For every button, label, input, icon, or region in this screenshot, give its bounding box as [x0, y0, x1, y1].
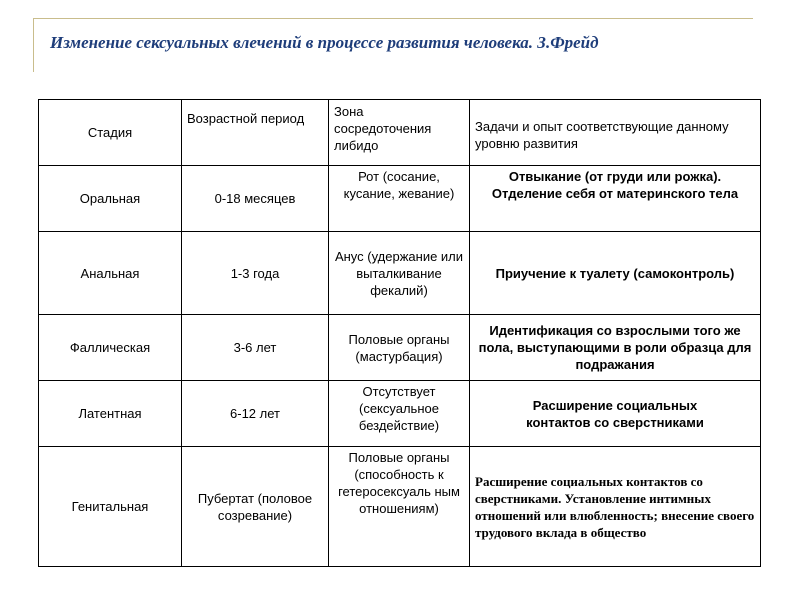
table-row: [39, 315, 761, 381]
stage-cell: Фаллическая: [39, 315, 182, 381]
age-cell: Пубертат (половое созревание): [182, 447, 329, 567]
age-cell: 6-12 лет: [182, 381, 329, 447]
header-libido-zone: Зона сосредоточения либидо: [329, 100, 470, 166]
table-header-row: [39, 100, 761, 166]
stage-cell: Анальная: [39, 232, 182, 315]
zone-cell: Отсутствует (сексуальное бездействие): [329, 381, 470, 447]
zone-cell: Половые органы (мастурбация): [329, 315, 470, 381]
tasks-cell: Расширение социальных контактов со сверстниками: [470, 381, 761, 447]
header-stage: Стадия: [39, 100, 182, 166]
age-cell: 0-18 месяцев: [182, 166, 329, 232]
stage-cell: Генитальная: [39, 447, 182, 567]
table-row: [39, 381, 761, 447]
tasks-cell: Идентификация со взрослыми того же пола, выступающими в роли образца для подражания: [470, 315, 761, 381]
stage-cell: Оральная: [39, 166, 182, 232]
freud-stages-table: [38, 99, 761, 567]
zone-cell: Анус (удержание или выталкивание фекалий): [329, 232, 470, 315]
slide-title: Изменение сексуальных влечений в процессе развития человека. З.Фрейд: [50, 33, 599, 52]
table-row: [39, 447, 761, 567]
stage-cell: Латентная: [39, 381, 182, 447]
tasks-cell: Расширение социальных контактов со сверстниками. Установление интимных отношений или влюбленность; внесение своего трудового вклада в общество: [470, 447, 761, 567]
table-row: [39, 166, 761, 232]
table-row: [39, 232, 761, 315]
title-frame-top-line: [33, 18, 753, 19]
tasks-cell: Приучение к туалету (самоконтроль): [470, 232, 761, 315]
zone-cell: Половые органы (способность к гетеросексуаль ным отношениям): [329, 447, 470, 567]
zone-cell: Рот (сосание, кусание, жевание): [329, 166, 470, 232]
age-cell: 3-6 лет: [182, 315, 329, 381]
tasks-cell: Отвыкание (от груди или рожка). Отделение себя от материнского тела: [470, 166, 761, 232]
header-age-period: Возрастной период: [182, 100, 329, 166]
age-cell: 1-3 года: [182, 232, 329, 315]
header-tasks: Задачи и опыт соответствующие данному уровню развития: [470, 100, 761, 166]
title-frame-left-line: [33, 18, 34, 72]
